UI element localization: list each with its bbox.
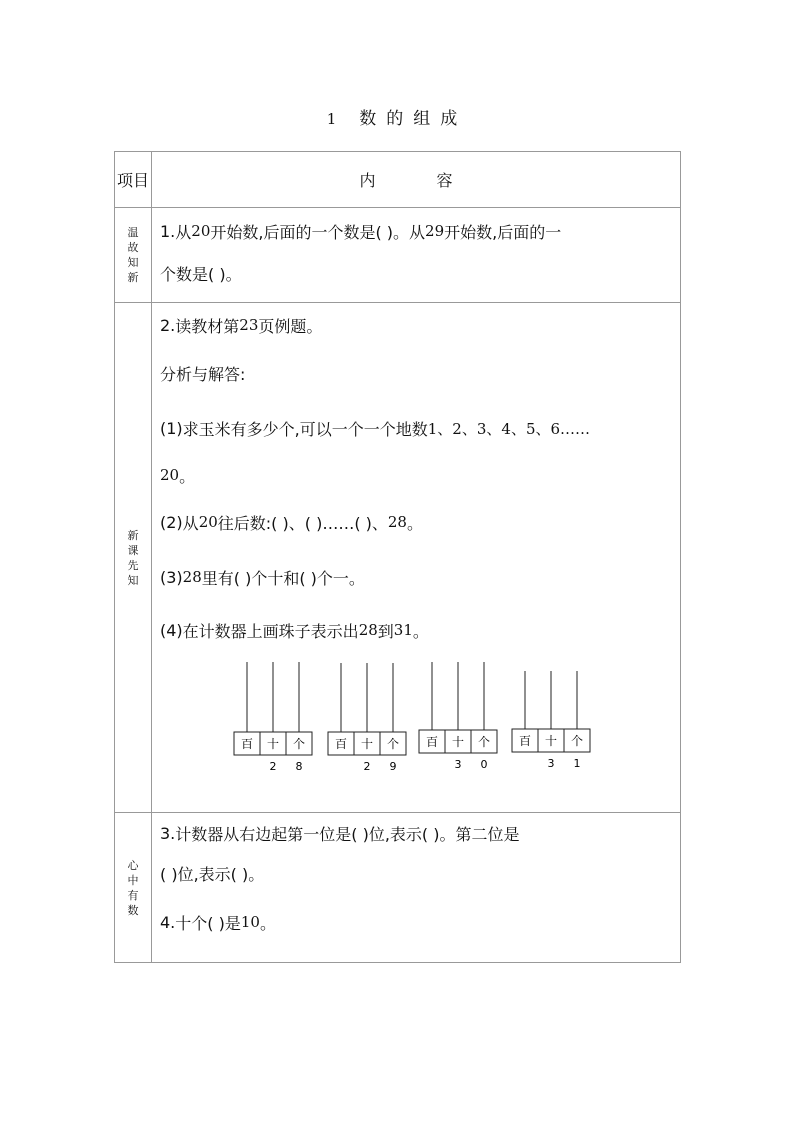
- title-number: 1: [326, 110, 338, 128]
- header-content: 内 容: [152, 152, 681, 208]
- line: (4) 在计数器上画珠子表示出 28 到 31 。: [160, 620, 429, 641]
- row-practice: [115, 813, 681, 963]
- header-row: [115, 152, 681, 208]
- line: 分析与解答:: [160, 364, 246, 384]
- place-label: 个: [570, 734, 584, 748]
- place-label: 十: [360, 737, 374, 751]
- counter-3: [419, 662, 497, 771]
- counter-digit: 2: [269, 760, 277, 773]
- place-label: 百: [334, 737, 348, 751]
- counter-4: [512, 671, 590, 770]
- row-review: [115, 208, 681, 303]
- counter-digit: 9: [389, 760, 397, 773]
- counter-digit: 3: [547, 757, 555, 770]
- line: ( )位,表示( )。: [160, 864, 265, 884]
- place-label: 十: [451, 735, 465, 749]
- line: 4. 十个( )是 10 。: [160, 912, 276, 933]
- row-label: 温故知新: [127, 226, 139, 284]
- line: 20 。: [160, 466, 196, 486]
- line: (3) 28 里有( )个十和( )个一。: [160, 567, 365, 588]
- counter-digit: 1: [573, 757, 581, 770]
- line: 2. 读教材第 23 页例题。: [160, 315, 323, 336]
- place-label: 十: [544, 734, 558, 748]
- place-label: 个: [477, 735, 491, 749]
- line: (1) 求玉米有多少个,可以一个一个地数 1、2、3、4、5、6……: [160, 418, 591, 439]
- place-label: 百: [518, 734, 532, 748]
- row-label: 新课先知: [127, 528, 139, 587]
- header-item: 项目: [115, 152, 152, 208]
- place-label: 百: [240, 737, 254, 751]
- title-text: 数的组成: [359, 109, 468, 129]
- worksheet-table: [114, 151, 681, 963]
- counter-digit: 0: [480, 758, 488, 771]
- place-label: 百: [425, 735, 439, 749]
- page-title: [0, 104, 794, 129]
- row-label: 心中有数: [127, 858, 139, 917]
- place-label: 个: [292, 737, 306, 751]
- line: (2) 从 20 往后数:( )、( )……( )、 28 。: [160, 512, 423, 533]
- abacus-figure: [160, 657, 680, 782]
- line: 个数是( )。: [160, 264, 242, 284]
- row-content: [152, 303, 681, 813]
- row-preview: [115, 303, 681, 813]
- line: 1. 从 20 开始数,后面的一个数是( )。从 29 开始数,后面的一: [160, 221, 562, 242]
- counter-2: [328, 663, 406, 773]
- abacus-diagram: [152, 657, 672, 782]
- row-content: [152, 813, 681, 963]
- row-content: [152, 208, 681, 303]
- counter-digit: 8: [295, 760, 303, 773]
- counter-digit: 3: [454, 758, 462, 771]
- place-label: 十: [266, 737, 280, 751]
- counter-1: [234, 662, 312, 773]
- counter-digit: 2: [363, 760, 371, 773]
- line: 3. 计数器从右边起第一位是( )位,表示( )。第二位是: [160, 823, 520, 844]
- place-label: 个: [386, 737, 400, 751]
